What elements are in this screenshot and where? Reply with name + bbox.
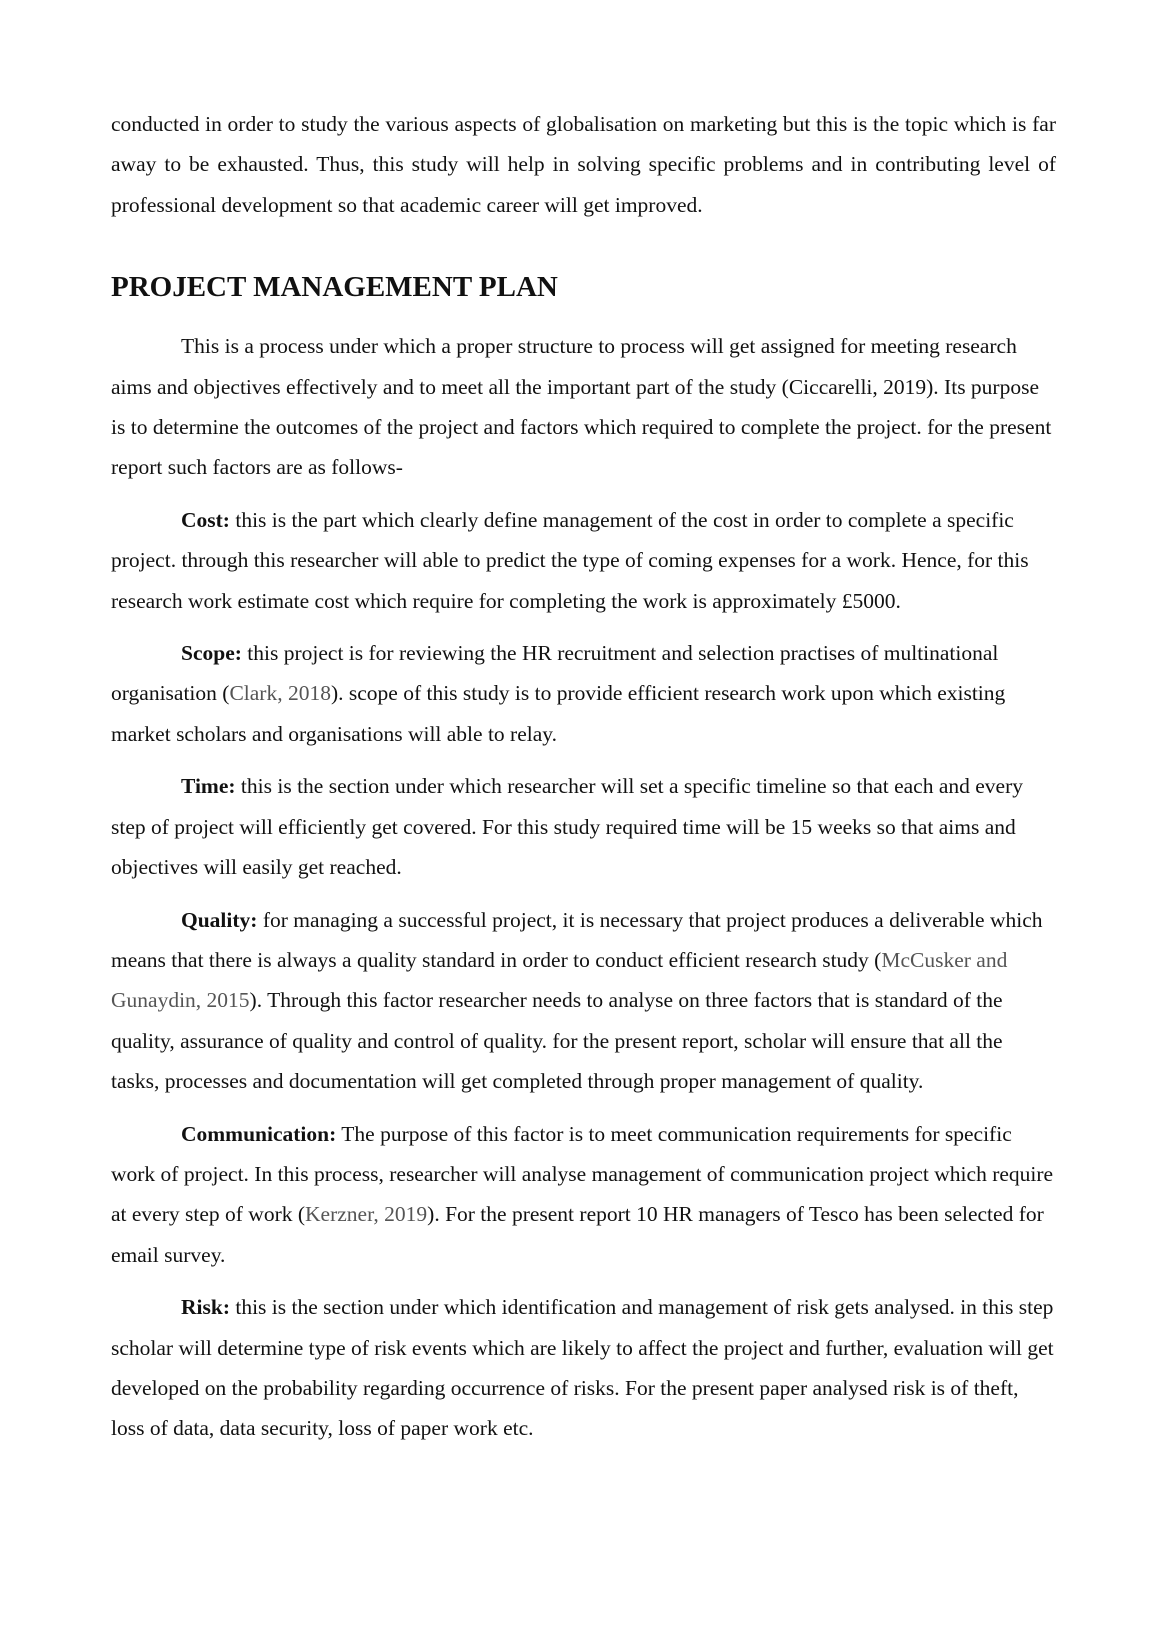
quality-text-after: ). Through this factor researcher needs to analyse on three factors that is standard of the quality, assurance of quality and control of quality. for the present report, scholar will ensure that all the tasks, processes and documentation will get completed through proper management of quality. xyxy=(111,988,1003,1094)
document-page xyxy=(111,104,1056,1449)
time-paragraph xyxy=(111,766,1056,887)
communication-label: Communication: xyxy=(181,1121,337,1146)
time-label: Time: xyxy=(181,774,236,799)
communication-citation: Kerzner, 2019 xyxy=(305,1202,428,1227)
section-heading: PROJECT MANAGEMENT PLAN xyxy=(111,271,558,304)
scope-label: Scope: xyxy=(181,641,242,666)
cost-text: this is the part which clearly define management of the cost in order to complete a specific project. through this researcher will able to predict the type of coming expenses for a work. Hence, for this research work estimate cost which require for completing the work is approximately £5000. xyxy=(111,507,1029,613)
scope-paragraph xyxy=(111,633,1056,754)
risk-label: Risk: xyxy=(181,1295,230,1320)
quality-label: Quality: xyxy=(181,907,258,932)
scope-text-before: this project is for reviewing the HR recruitment and selection practises of multinational organisation ( xyxy=(111,641,999,706)
communication-paragraph xyxy=(111,1114,1056,1276)
quality-text-before: for managing a successful project, it is necessary that project produces a deliverable which means that there is always a quality standard in order to conduct efficient research study ( xyxy=(111,907,1043,972)
cost-label: Cost: xyxy=(181,507,230,532)
overview-paragraph: This is a process under which a proper structure to process will get assigned for meeting research aims and objectives effectively and to meet all the important part of the study (Ciccarelli, 2019). Its purpose is to determine the outcomes of the project and factors which required to complete the project. for the present report such factors are as follows- xyxy=(111,334,1052,480)
communication-text-before: The purpose of this factor is to meet communication requirements for specific work of project. In this process, researcher will analyse management of communication project which require at every step of work ( xyxy=(111,1121,1054,1227)
communication-text-after: ). For the present report 10 HR managers of Tesco has been selected for email survey. xyxy=(111,1202,1044,1267)
time-text: this is the section under which researcher will set a specific timeline so that each and every step of project will efficiently get covered. For this study required time will be 15 weeks so that aims and objectives will easily get reached. xyxy=(111,774,1023,880)
risk-paragraph xyxy=(111,1287,1056,1449)
scope-text-after: ). scope of this study is to provide efficient research work upon which existing market scholars and organisations will able to relay. xyxy=(111,681,1006,746)
quality-paragraph xyxy=(111,900,1056,1102)
scope-citation: Clark, 2018 xyxy=(229,681,331,706)
risk-text: this is the section under which identification and management of risk gets analysed. in this step scholar will determine type of risk events which are likely to affect the project and further, evaluation will get developed on the probability regarding occurrence of risks. For the present paper analysed risk is of theft, loss of data, data security, loss of paper work etc. xyxy=(111,1295,1054,1441)
intro-paragraph: conducted in order to study the various aspects of globalisation on marketing but this is the topic which is far away to be exhausted. Thus, this study will help in solving specific problems and in contributing level of professional development so that academic career will get improved. xyxy=(111,112,1056,217)
quality-citation: McCusker and Gunaydin, 2015 xyxy=(111,947,1008,1013)
cost-paragraph xyxy=(111,500,1056,621)
